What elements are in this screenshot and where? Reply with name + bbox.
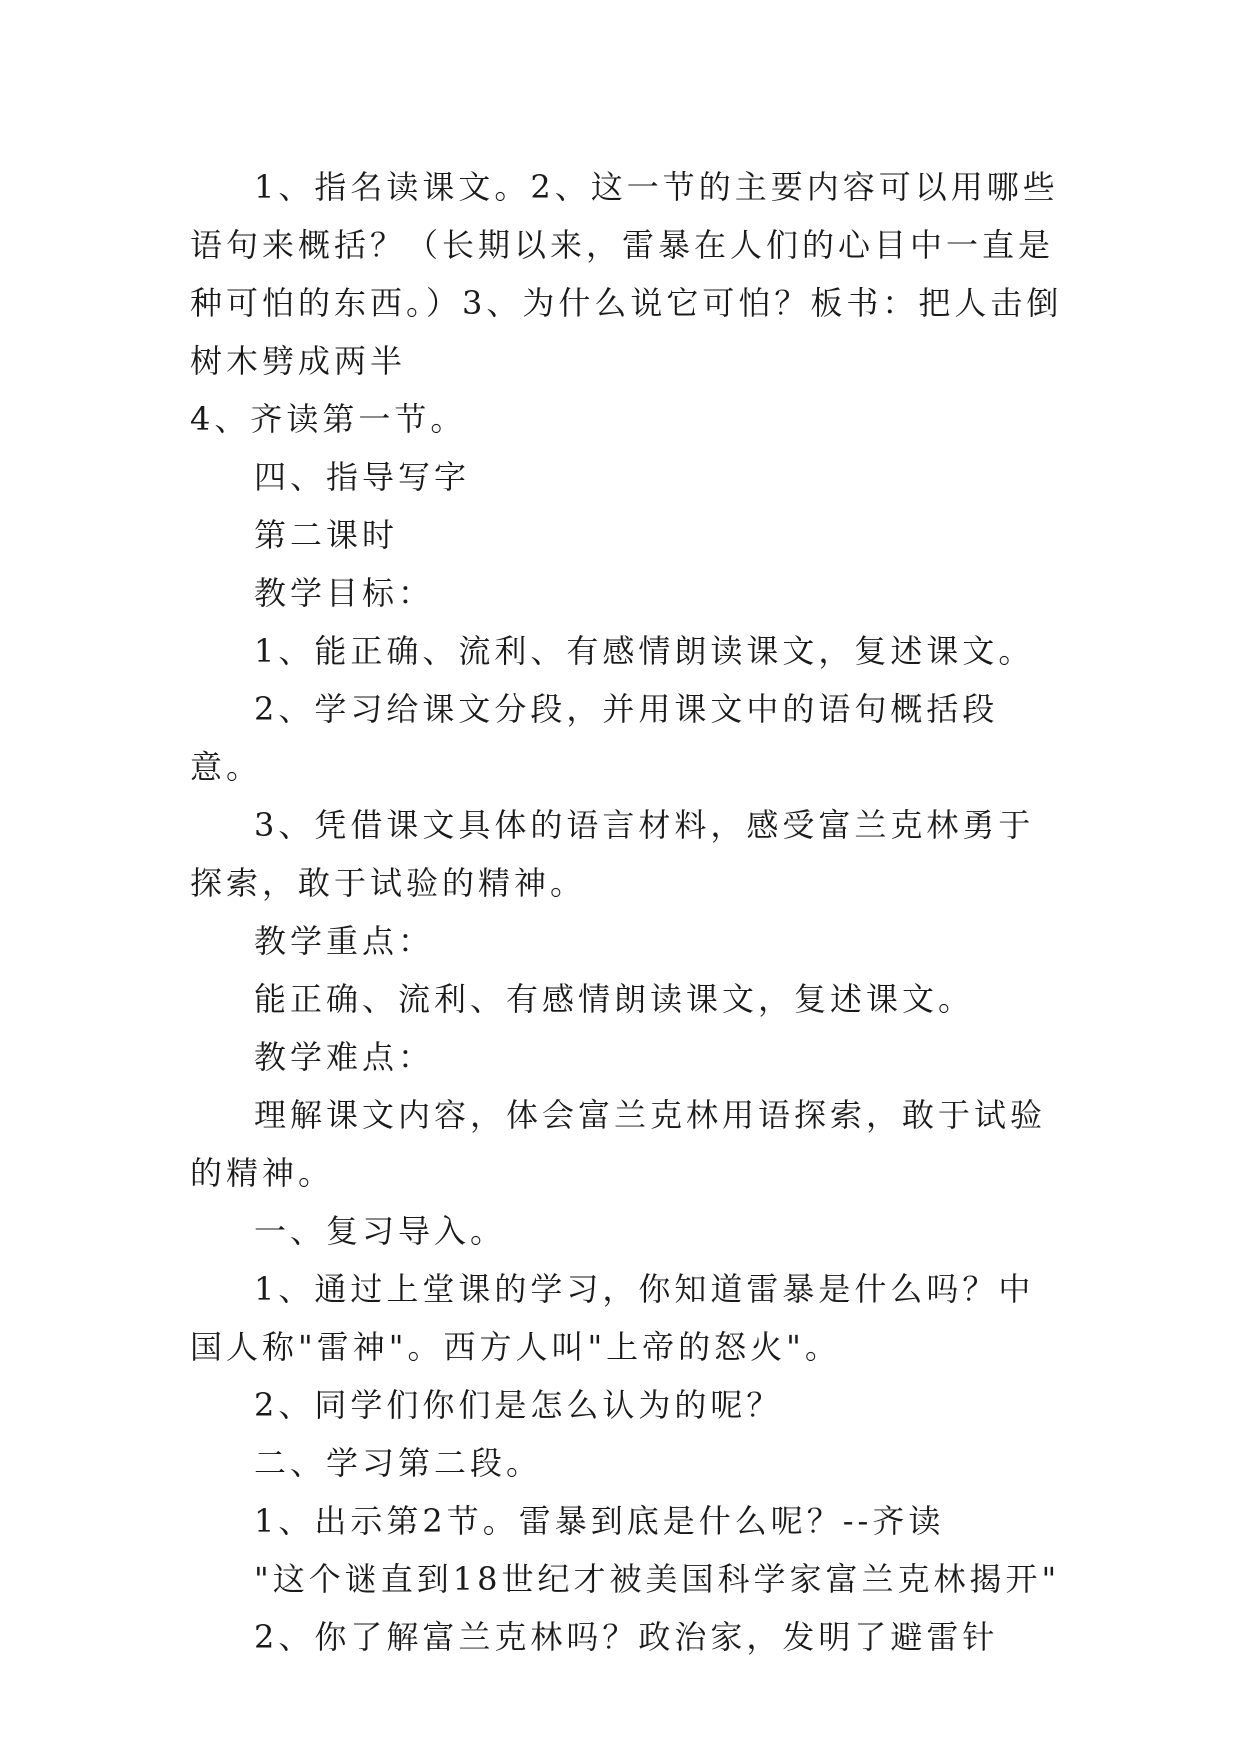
- key-point-text: 能正确、流利、有感情朗读课文，复述课文。: [254, 980, 975, 1018]
- difficulty-text: 理解课文内容，体会富兰克林用语探索，敢于试验的精神。: [190, 1096, 1047, 1192]
- goal-item-2: 2、学习给课文分段，并用课文中的语句概括段意。: [190, 690, 999, 786]
- heading-difficulties: 教学难点：: [254, 1038, 435, 1076]
- heading-review-intro: 一、复习导入。: [254, 1212, 507, 1250]
- heading-writing-guidance: 四、指导写字: [254, 458, 471, 496]
- goal-item-1: 1、能正确、流利、有感情朗读课文，复述课文。: [254, 632, 1035, 670]
- heading-key-points: 教学重点：: [254, 922, 435, 960]
- heading-second-lesson: 第二课时: [254, 516, 399, 554]
- paragraph-lesson-steps: 1、指名读课文。2、这一节的主要内容可以用哪些语句来概括？（长期以来，雷暴在人们的心目中一直是种可怕的东西。）3、为什么说它可怕？板书：把人击倒树木劈成两半: [190, 168, 1063, 380]
- paragraph-read-together: 4、齐读第一节。: [190, 400, 467, 438]
- heading-teaching-goals: 教学目标：: [254, 574, 435, 612]
- document-body: [190, 158, 1070, 1666]
- section-item-1: 1、出示第2节。雷暴到底是什么呢？--齐读: [254, 1502, 945, 1540]
- section-quote: "这个谜直到18世纪才被美国科学家富兰克林揭开": [254, 1560, 1061, 1598]
- review-item-2: 2、同学们你们是怎么认为的呢？: [254, 1386, 783, 1424]
- goal-item-3: 3、凭借课文具体的语言材料，感受富兰克林勇于探索，敢于试验的精神。: [190, 806, 1035, 902]
- review-item-1: 1、通过上堂课的学习，你知道雷暴是什么吗？中国人称"雷神"。西方人叫"上帝的怒火"。: [190, 1270, 1035, 1366]
- heading-second-section: 二、学习第二段。: [254, 1444, 543, 1482]
- section-item-2: 2、你了解富兰克林吗？政治家，发明了避雷针: [254, 1618, 999, 1656]
